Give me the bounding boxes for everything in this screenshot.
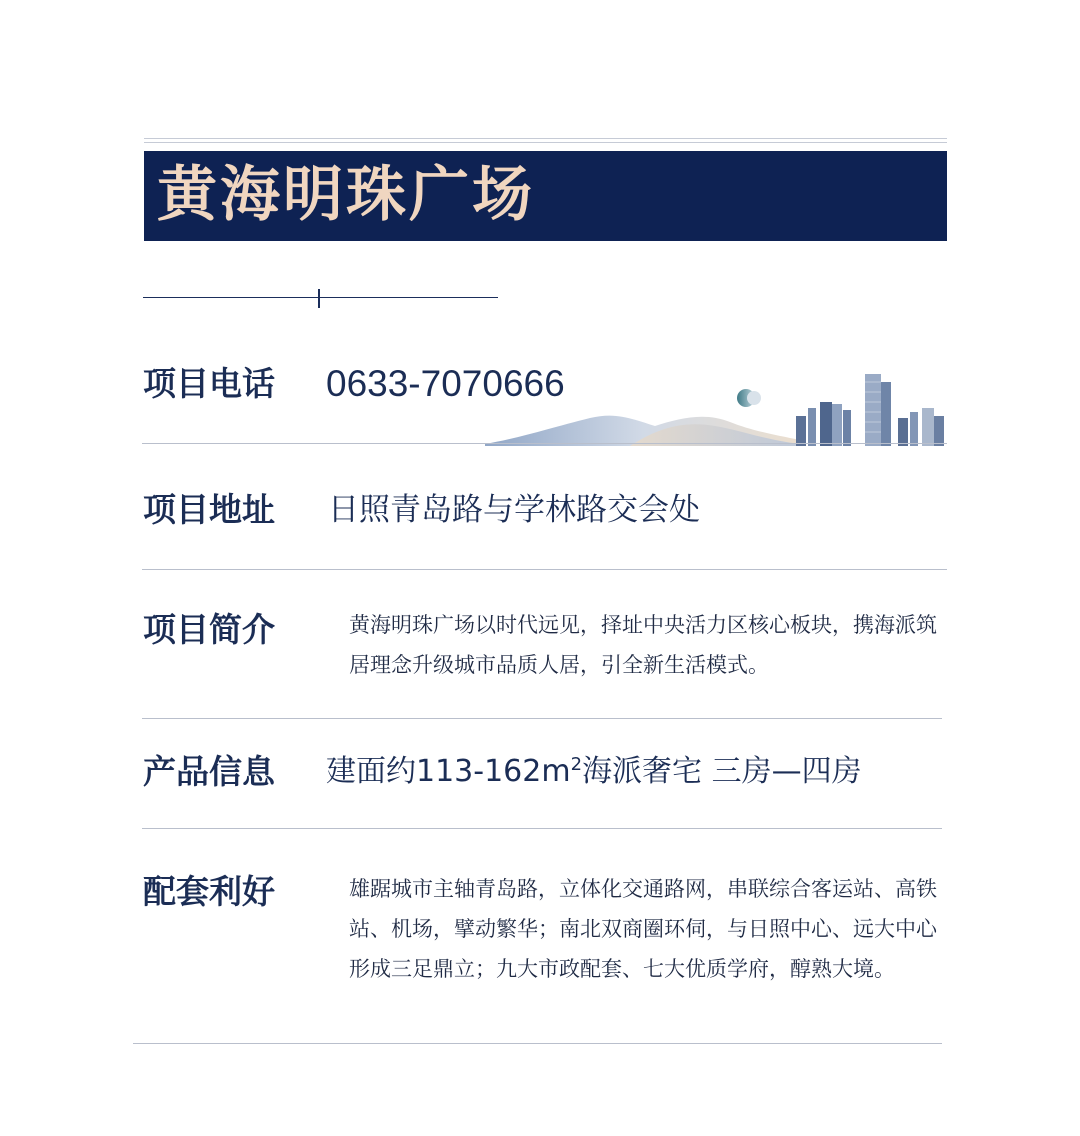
divider-5 [133,1043,942,1044]
top-double-rule [144,138,947,143]
divider-3 [142,718,942,719]
divider-1 [142,443,947,444]
skyline-illustration [480,368,948,446]
product-value-sup: 2 [570,754,583,775]
divider-2 [142,569,947,570]
phone-value: 0633-7070666 [326,363,565,404]
product-value-prefix: 建面约113-162m [326,754,571,789]
product-label: 产品信息 [143,752,275,791]
amenities-value: 雄踞城市主轴青岛路，立体化交通路网，串联综合客运站、高铁站、机场，擘动繁华；南北双商圈环伺，与日照中心、远大中心形成三足鼎立；九大市政配套、七大优质学府，醇熟大境。 [349,877,937,981]
decorative-line [143,297,498,298]
intro-label: 项目简介 [143,610,275,649]
product-value-suffix: 海派奢宅 三房—四房 [582,754,862,789]
intro-value: 黄海明珠广场以时代远见，择址中央活力区核心板块，携海派筑居理念升级城市品质人居，引全新生活模式。 [349,613,937,677]
divider-4 [142,828,942,829]
page-title: 黄海明珠广场 [157,160,535,230]
address-value: 日照青岛路与学林路交会处 [328,492,700,528]
product-value [326,752,862,792]
address-label: 项目地址 [143,490,275,529]
phone-label: 项目电话 [143,364,275,403]
decorative-tick [318,289,320,308]
amenities-label: 配套利好 [143,872,275,911]
